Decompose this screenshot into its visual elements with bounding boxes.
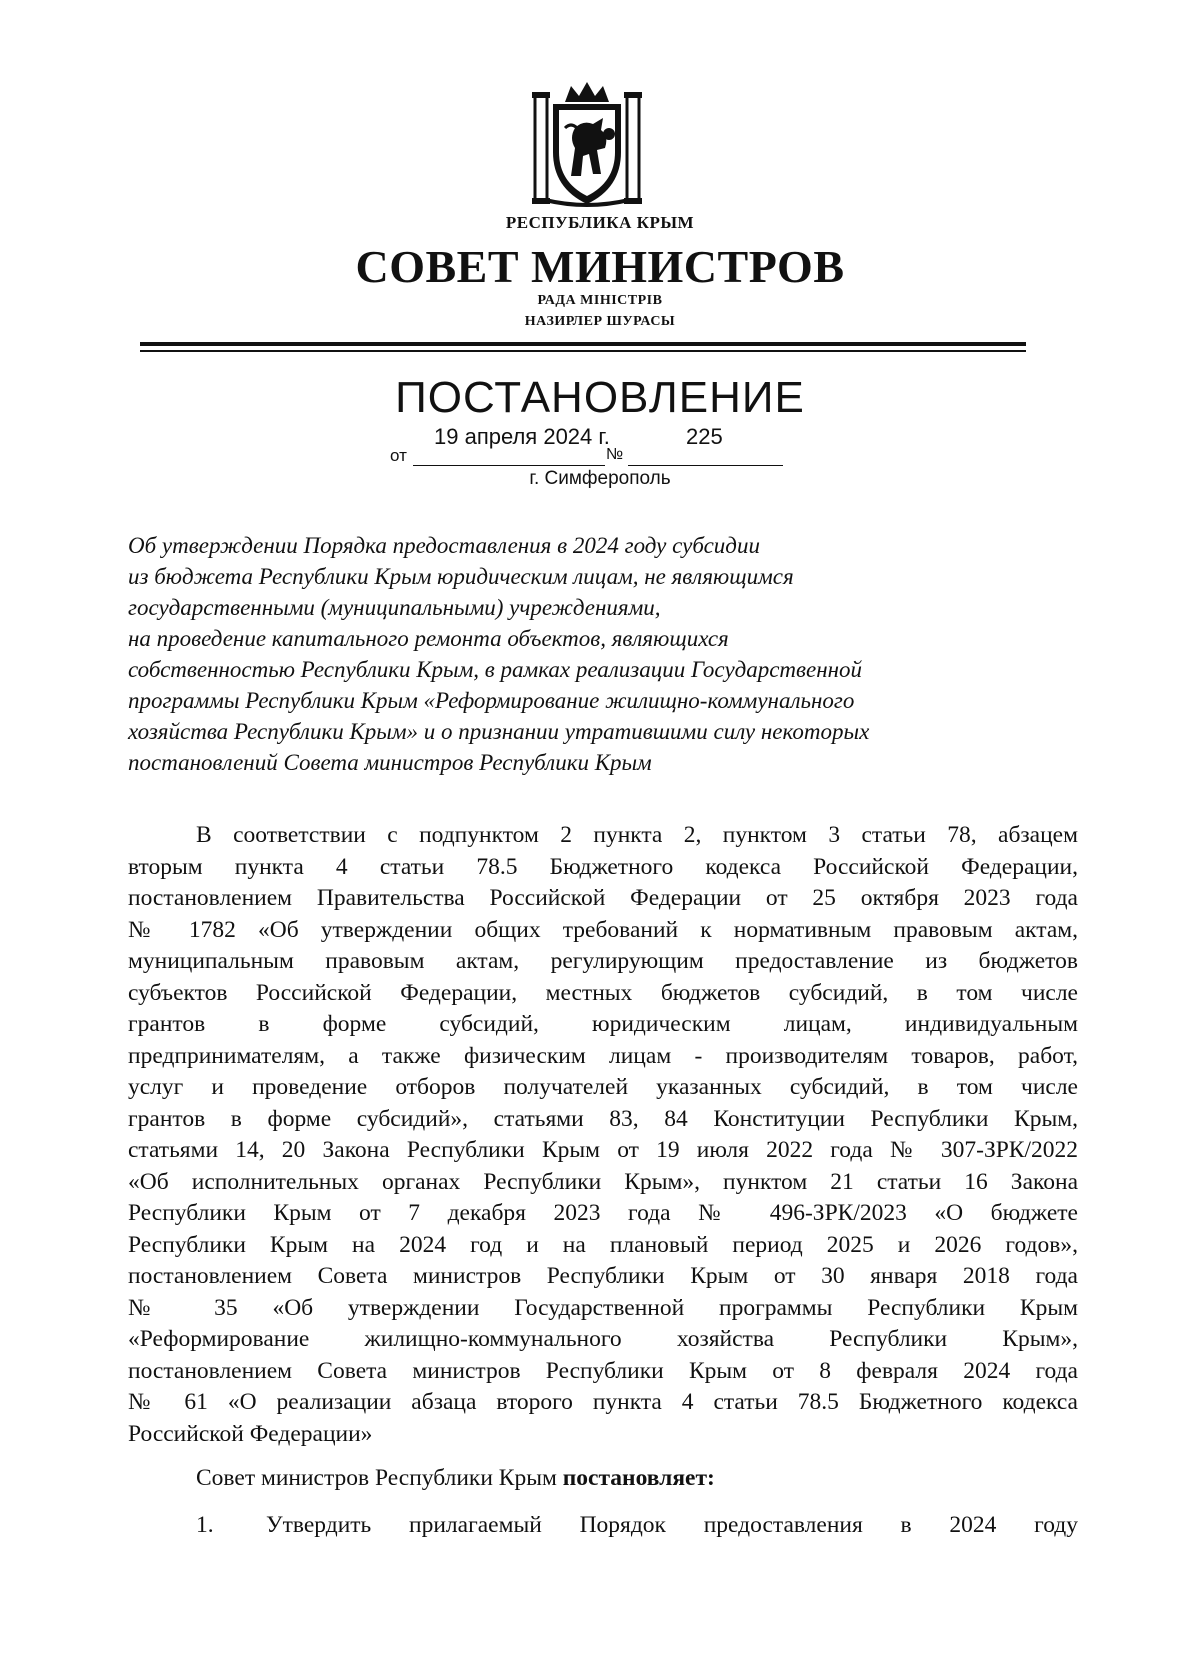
body-line: субъектов Российской Федерации, местных бюджетов субсидий, в том числе [128, 979, 1078, 1006]
body-line: № 1782 «Об утверждении общих требований к нормативным правовым актам, [128, 916, 1078, 943]
body-line: № 61 «О реализации абзаца второго пункта 4 статьи 78.5 Бюджетного кодекса [128, 1389, 1078, 1415]
title-line: хозяйства Республики Крым» и о признании утратившими силу некоторых [128, 719, 870, 744]
resolution-prefix: Совет министров Республики Крым [196, 1465, 563, 1491]
document-city: г. Симферополь [529, 468, 671, 489]
body-line: постановлением Совета министров Республики Крым от 8 февраля 2024 года [128, 1357, 1078, 1384]
body-line: вторым пункта 4 статьи 78.5 Бюджетного кодекса Российской Федерации, [128, 853, 1078, 880]
document-date: 19 апреля 2024 г. [434, 424, 610, 449]
document-type-heading: ПОСТАНОВЛЕНИЕ [395, 373, 805, 422]
body-line: грантов в форме субсидий», статьями 83, 84 Конституции Республики Крым, [128, 1105, 1078, 1132]
body-line: Республики Крым на 2024 год и на плановый период 2025 и 2026 годов», [128, 1231, 1078, 1258]
council-title-ukrainian: РАДА МІНІСТРІВ [537, 293, 663, 308]
title-line: Об утверждении Порядка предоставления в 2024 году субсидии [128, 533, 760, 558]
title-line: программы Республики Крым «Реформирование жилищно-коммунального [128, 688, 855, 713]
body-line: Российской Федерации» [128, 1420, 373, 1447]
body-line: «Реформирование жилищно-коммунального хозяйства Республики Крым», [128, 1326, 1078, 1352]
resolution-verb: постановляет: [562, 1465, 715, 1491]
body-line: услуг и проведение отборов получателей указанных субсидий, в том числе [128, 1074, 1078, 1100]
title-line: на проведение капитального ремонта объектов, являющихся [128, 626, 729, 651]
body-line: грантов в форме субсидий, юридическим лицам, индивидуальным [128, 1011, 1078, 1037]
resolution-line [196, 1465, 715, 1492]
title-line: постановлений Совета министров Республики Крым [128, 750, 652, 775]
body-line: постановлением Правительства Российской Федерации от 25 октября 2023 года [128, 885, 1078, 911]
body-line: Республики Крым от 7 декабря 2023 года № 496-ЗРК/2023 «О бюджете [128, 1200, 1078, 1226]
date-prefix-label: от [390, 446, 407, 465]
header-divider-thick [140, 342, 1026, 346]
number-underline [628, 465, 783, 466]
document-title [128, 530, 1028, 778]
title-line: собственностью Республики Крым, в рамках реализации Государственной [128, 657, 863, 682]
header-divider-thin [140, 350, 1026, 352]
republic-name: РЕСПУБЛИКА КРЫМ [505, 213, 695, 232]
number-label: № [606, 446, 624, 463]
date-underline [413, 465, 605, 466]
council-title: СОВЕТ МИНИСТРОВ [355, 241, 845, 292]
crimea-coat-of-arms-emblem [531, 78, 643, 210]
body-line: «Об исполнительных органах Республики Крым», пунктом 21 статьи 16 Закона [128, 1168, 1078, 1195]
document-number: 225 [686, 424, 723, 449]
body-line: постановлением Совета министров Республики Крым от 30 января 2018 года [128, 1263, 1078, 1289]
body-line: муниципальным правовым актам, регулирующим предоставление из бюджетов [128, 948, 1078, 974]
title-line: из бюджета Республики Крым юридическим лицам, не являющимся [128, 564, 794, 589]
title-line: государственными (муниципальными) учреждениями, [128, 595, 661, 620]
body-line: № 35 «Об утверждении Государственной программы Республики Крым [128, 1294, 1078, 1321]
body-line: статьями 14, 20 Закона Республики Крым от 19 июля 2022 года № 307-ЗРК/2022 [128, 1137, 1078, 1163]
item-text: Утвердить прилагаемый Порядок предоставления в 2024 году [266, 1512, 1078, 1538]
body-line: В соответствии с подпунктом 2 пункта 2, пунктом 3 статьи 78, абзацем [196, 822, 1078, 848]
preamble-paragraph [128, 820, 1078, 1450]
council-title-crimean-tatar: НАЗИРЛЕР ШУРАСЫ [524, 314, 676, 329]
body-line: предпринимателям, а также физическим лицам - производителям товаров, работ, [128, 1042, 1078, 1069]
item-number: 1. [196, 1512, 214, 1538]
